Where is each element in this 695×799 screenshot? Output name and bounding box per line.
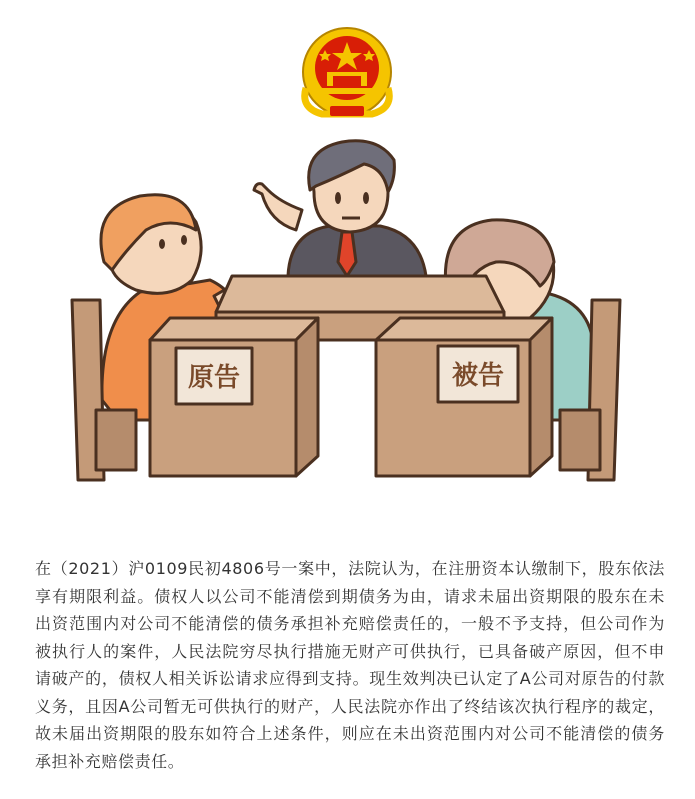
defendant-desk[interactable] (376, 318, 552, 476)
defendant-sign: 被告 (451, 361, 505, 391)
article-body (35, 555, 665, 775)
plaintiff-sign: 原告 (187, 363, 241, 393)
article-paragraph: 在（2021）沪0109民初4806号一案中，法院认为，在注册资本认缴制下，股东依法享有期限利益。债权人以公司不能清偿到期债务为由，请求未届出资期限的股东在未出资范围内对公司不能清偿的债务承担补充赔偿责任的，一般不予支持，但公司作为被执行人的案件，人民法院穷尽执行措施无财产可供执行，已具备破产原因，但不申请破产的，债权人相关诉讼请求应得到支持。现生效判决已认定了A公司对原告的付款义务，且因A公司暂无可供执行的财产，人民法院亦作出了终结该次执行程序的裁定，故未届出资期限的股东如符合上述条件，则应在未出资范围内对公司不能清偿的债务承担补充赔偿责任。 (35, 559, 665, 771)
national-emblem-icon (303, 28, 391, 116)
judge-figure (254, 141, 426, 276)
plaintiff-desk[interactable] (150, 318, 318, 476)
